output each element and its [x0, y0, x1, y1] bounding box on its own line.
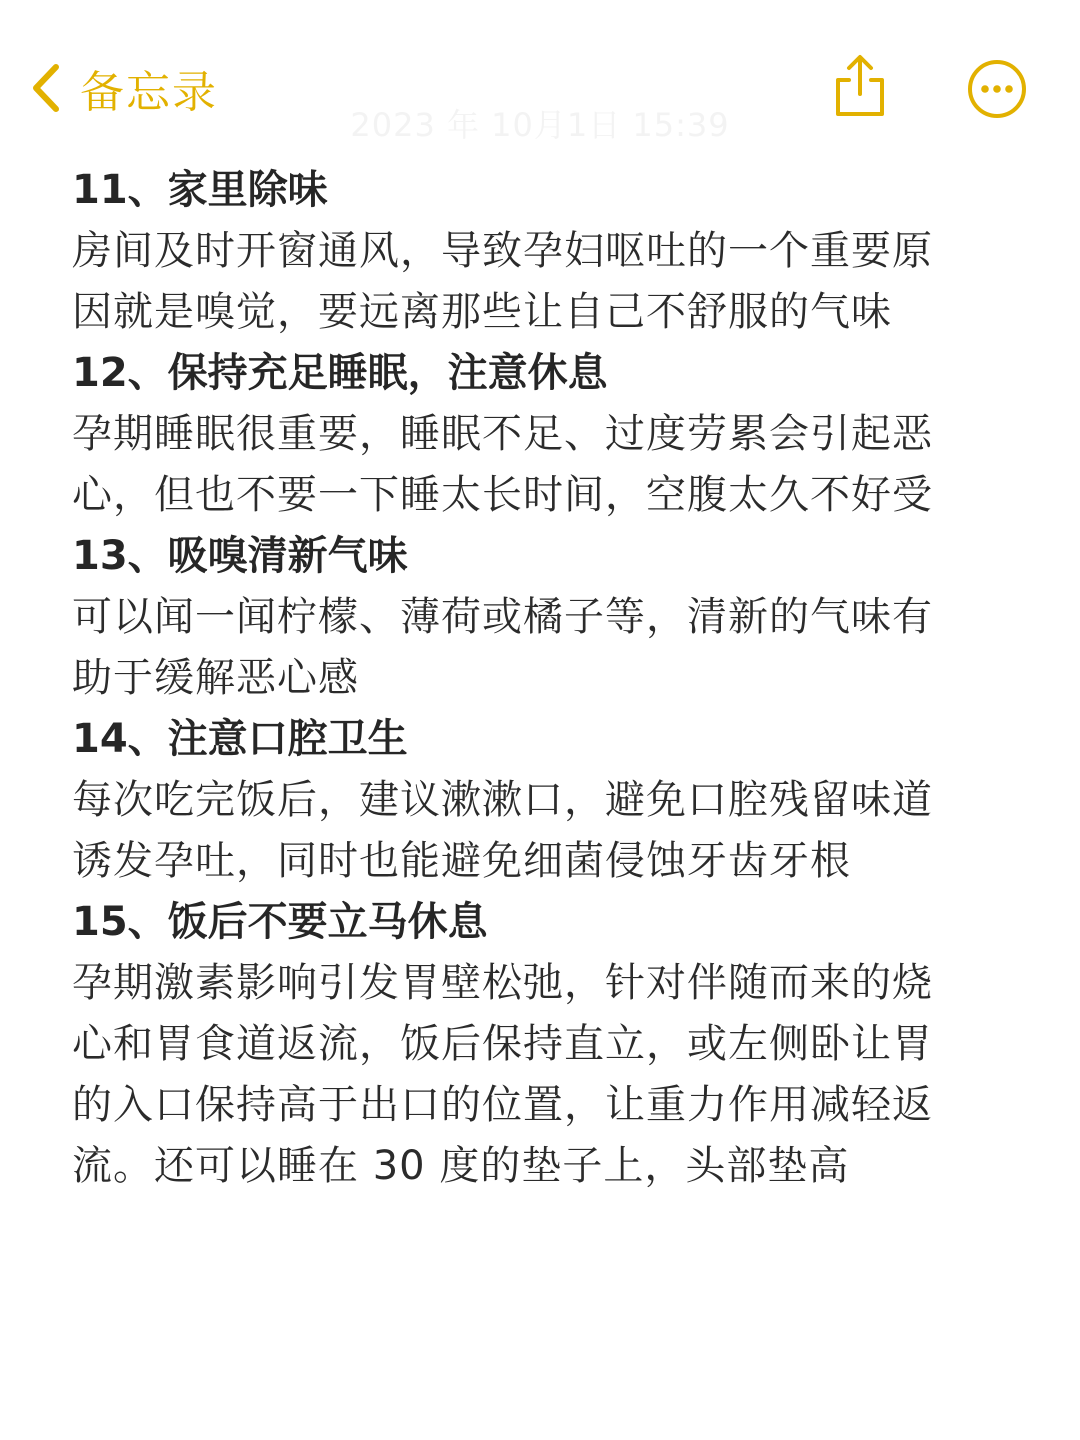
body-line: 孕期激素影响引发胃壁松弛，针对伴随而来的烧: [72, 960, 933, 1006]
note-section: [72, 526, 1012, 709]
body-line: 孕期睡眠很重要，睡眠不足、过度劳累会引起恶: [72, 411, 933, 457]
note-section: [72, 892, 1012, 1197]
section-heading: 12、保持充足睡眠，注意休息: [72, 350, 608, 396]
section-heading: 11、家里除味: [72, 167, 328, 213]
note-section: [72, 160, 1012, 343]
section-heading: 13、吸嗅清新气味: [72, 533, 408, 579]
body-line: 流。还可以睡在 30 度的垫子上，头部垫高: [72, 1143, 850, 1189]
body-line: 心和胃食道返流，饭后保持直立，或左侧卧让胃: [72, 1021, 933, 1067]
back-label: 备忘录: [80, 67, 218, 118]
section-heading: 14、注意口腔卫生: [72, 716, 408, 762]
body-line: 心，但也不要一下睡太长时间，空腹太久不好受: [72, 472, 933, 518]
navigation-bar: [0, 0, 1080, 160]
body-line: 每次吃完饭后，建议漱漱口，避免口腔残留味道: [72, 777, 933, 823]
note-section: [72, 709, 1012, 892]
body-line: 房间及时开窗通风，导致孕妇呕吐的一个重要原: [72, 228, 933, 274]
body-line: 因就是嗅觉，要远离那些让自己不舒服的气味: [72, 289, 892, 335]
body-line: 可以闻一闻柠檬、薄荷或橘子等，清新的气味有: [72, 594, 933, 640]
note-section: [72, 343, 1012, 526]
body-line: 助于缓解恶心感: [72, 655, 359, 701]
note-timestamp: 2023 年 10月1日 15:39: [350, 106, 730, 144]
body-line: 的入口保持高于出口的位置，让重力作用减轻返: [72, 1082, 933, 1128]
note-body[interactable]: [72, 160, 1012, 1197]
section-heading: 15、饭后不要立马休息: [72, 899, 488, 945]
body-line: 诱发孕吐，同时也能避免细菌侵蚀牙齿牙根: [72, 838, 851, 884]
